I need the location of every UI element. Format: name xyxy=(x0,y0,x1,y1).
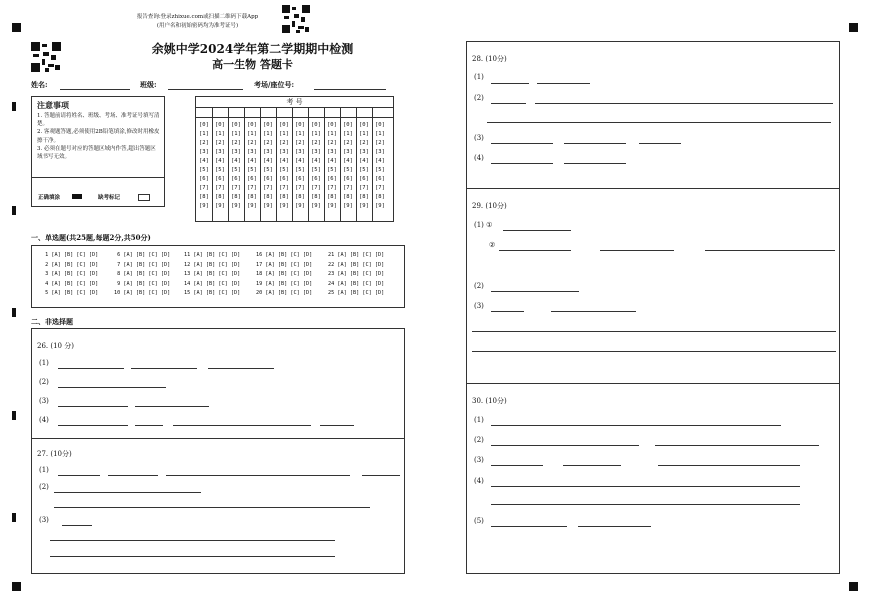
exam-id-digit-bubble[interactable]: [1] xyxy=(247,131,257,137)
choice-column[interactable]: 6 [A] [B] [C] [D] 7 [A] [B] [C] [D] 8 [A] [B] [C] [D] 9 [A] [B] [C] [D] 10 [A] [B] [C] [D] xyxy=(114,252,171,296)
exam-id-digit-bubble[interactable]: [4] xyxy=(295,158,305,164)
q30-title: 30. (10分) xyxy=(472,397,507,405)
answer-line[interactable] xyxy=(472,351,836,352)
exam-id-digit-column[interactable] xyxy=(343,121,353,211)
answer-line[interactable] xyxy=(491,291,579,292)
exam-id-digit-bubble[interactable]: [7] xyxy=(199,185,209,191)
exam-id-digit-bubble[interactable]: [3] xyxy=(359,149,369,155)
exam-id-digit-bubble[interactable]: [6] xyxy=(215,176,225,182)
exam-id-digit-bubble[interactable]: [8] xyxy=(215,194,225,200)
answer-line[interactable] xyxy=(491,163,553,164)
note-item: 1. 答题前请将姓名、班级、考场、准考证号填写清楚。 xyxy=(37,113,160,128)
answer-line[interactable] xyxy=(564,143,626,144)
exam-id-digit-bubble[interactable]: [5] xyxy=(247,167,257,173)
exam-id-digit-bubble[interactable]: [3] xyxy=(247,149,257,155)
q28-box xyxy=(466,41,840,189)
exam-id-digit-bubble[interactable]: [2] xyxy=(359,140,369,146)
q30-part1: (1) xyxy=(474,416,484,424)
answer-line[interactable] xyxy=(705,250,835,251)
exam-id-digit-bubble[interactable]: [5] xyxy=(311,167,321,173)
exam-id-digit-bubble[interactable]: [6] xyxy=(199,176,209,182)
exam-id-column-divider xyxy=(260,107,261,221)
exam-id-write-line xyxy=(196,117,393,118)
note-item: 3. 必须在题号对应的答题区域内作答,超出答题区域书写无效。 xyxy=(37,145,156,161)
q26-part2: (2) xyxy=(39,378,49,386)
answer-line[interactable] xyxy=(491,465,543,466)
exam-id-digit-bubble[interactable]: [9] xyxy=(231,203,241,209)
exam-id-digit-bubble[interactable]: [7] xyxy=(279,185,289,191)
section1-title: 一、单选题(共25题,每题2分,共50分) xyxy=(31,233,151,242)
exam-id-digit-bubble[interactable]: [0] xyxy=(295,122,305,128)
exam-id-digit-column[interactable] xyxy=(359,121,369,211)
choice-column[interactable]: 1 [A] [B] [C] [D] 2 [A] [B] [C] [D] 3 [A] [B] [C] [D] 4 [A] [B] [C] [D] 5 [A] [B] [C] [D] xyxy=(45,252,99,296)
answer-line[interactable] xyxy=(491,143,553,144)
exam-id-header: 考 号 xyxy=(286,98,303,106)
exam-id-digit-bubble[interactable]: [6] xyxy=(311,176,321,182)
exam-id-digit-bubble[interactable]: [9] xyxy=(375,203,385,209)
q26-part1: (1) xyxy=(39,359,49,367)
exam-id-column-divider xyxy=(308,107,309,221)
exam-id-digit-bubble[interactable]: [8] xyxy=(247,194,257,200)
exam-id-digit-bubble[interactable]: [0] xyxy=(327,122,337,128)
exam-id-digit-bubble[interactable]: [7] xyxy=(263,185,273,191)
answer-line[interactable] xyxy=(472,331,836,332)
answer-line[interactable] xyxy=(487,122,831,123)
exam-id-digit-bubble[interactable]: [6] xyxy=(231,176,241,182)
exam-id-digit-bubble[interactable]: [2] xyxy=(295,140,305,146)
exam-id-digit-bubble[interactable]: [3] xyxy=(311,149,321,155)
exam-id-digit-bubble[interactable]: [5] xyxy=(199,167,209,173)
corner-marker xyxy=(849,582,858,591)
exam-id-digit-bubble[interactable]: [2] xyxy=(263,140,273,146)
answer-line[interactable] xyxy=(166,475,350,476)
notes-box xyxy=(31,96,165,207)
q30-part5: (5) xyxy=(474,517,484,525)
exam-id-digit-bubble[interactable]: [1] xyxy=(279,131,289,137)
answer-line[interactable] xyxy=(600,250,674,251)
exam-id-digit-bubble[interactable]: [1] xyxy=(295,131,305,137)
q26-part4: (4) xyxy=(39,416,49,424)
q26-box xyxy=(31,328,405,439)
exam-id-digit-bubble[interactable]: [6] xyxy=(343,176,353,182)
answer-line[interactable] xyxy=(58,368,124,369)
exam-id-digit-column[interactable] xyxy=(295,121,305,211)
exam-id-digit-bubble[interactable]: [3] xyxy=(231,149,241,155)
exam-id-digit-bubble[interactable]: [9] xyxy=(311,203,321,209)
q29-part3: (3) xyxy=(474,302,484,310)
answer-line[interactable] xyxy=(58,425,128,426)
exam-id-digit-bubble[interactable]: [2] xyxy=(327,140,337,146)
exam-id-digit-bubble[interactable]: [2] xyxy=(311,140,321,146)
q27-title: 27. (10分) xyxy=(37,450,72,458)
seat-field[interactable] xyxy=(314,89,386,90)
answer-line[interactable] xyxy=(50,556,335,557)
q26-title: 26. (10 分) xyxy=(37,342,74,350)
exam-id-digit-bubble[interactable]: [4] xyxy=(215,158,225,164)
q28-part3: (3) xyxy=(474,134,484,142)
exam-id-digit-bubble[interactable]: [9] xyxy=(247,203,257,209)
answer-line[interactable] xyxy=(320,425,354,426)
exam-id-digit-bubble[interactable]: [3] xyxy=(215,149,225,155)
answer-line[interactable] xyxy=(499,250,571,251)
exam-id-digit-bubble[interactable]: [6] xyxy=(327,176,337,182)
exam-id-digit-column[interactable] xyxy=(375,121,385,211)
exam-id-digit-bubble[interactable]: [2] xyxy=(215,140,225,146)
exam-id-digit-bubble[interactable]: [8] xyxy=(199,194,209,200)
exam-id-digit-bubble[interactable]: [8] xyxy=(263,194,273,200)
exam-id-digit-bubble[interactable]: [3] xyxy=(295,149,305,155)
answer-line[interactable] xyxy=(58,406,128,407)
answer-line[interactable] xyxy=(658,465,800,466)
exam-id-digit-bubble[interactable]: [8] xyxy=(231,194,241,200)
exam-id-digit-bubble[interactable]: [4] xyxy=(263,158,273,164)
exam-id-column-divider xyxy=(292,107,293,221)
exam-id-digit-bubble[interactable]: [5] xyxy=(327,167,337,173)
answer-line[interactable] xyxy=(62,525,92,526)
corner-marker xyxy=(12,23,21,32)
exam-id-header-line xyxy=(196,107,393,108)
exam-subtitle: 高一生物 答题卡 xyxy=(212,58,293,71)
note-item: 2. 客观题答题,必须使用2B铅笔填涂,修改时用橡皮擦干净。 xyxy=(37,129,160,144)
exam-id-digit-column[interactable] xyxy=(311,121,321,211)
exam-id-digit-bubble[interactable]: [8] xyxy=(343,194,353,200)
q26-part3: (3) xyxy=(39,397,49,405)
exam-id-digit-bubble[interactable]: [7] xyxy=(215,185,225,191)
exam-id-digit-bubble[interactable]: [6] xyxy=(359,176,369,182)
student-qr-code xyxy=(31,42,61,72)
exam-id-digit-bubble[interactable]: [5] xyxy=(343,167,353,173)
exam-id-digit-column[interactable] xyxy=(247,121,257,211)
exam-id-digit-bubble[interactable]: [0] xyxy=(311,122,321,128)
exam-id-digit-bubble[interactable]: [6] xyxy=(263,176,273,182)
q28-part2: (2) xyxy=(474,94,484,102)
exam-id-digit-bubble[interactable]: [8] xyxy=(327,194,337,200)
exam-id-column-divider xyxy=(372,107,373,221)
q27-part2: (2) xyxy=(39,483,49,491)
exam-id-digit-bubble[interactable]: [0] xyxy=(215,122,225,128)
q30-part4: (4) xyxy=(474,477,484,485)
exam-id-digit-bubble[interactable]: [2] xyxy=(279,140,289,146)
exam-id-digit-bubble[interactable]: [9] xyxy=(295,203,305,209)
exam-id-digit-bubble[interactable]: [3] xyxy=(343,149,353,155)
q28-part1: (1) xyxy=(474,73,484,81)
answer-line[interactable] xyxy=(491,83,529,84)
q29-part1: (1) ① xyxy=(474,221,493,229)
exam-id-digit-bubble[interactable]: [0] xyxy=(343,122,353,128)
notice-line: (用户名和初始密码均为准考证号) xyxy=(156,23,239,29)
exam-id-digit-bubble[interactable]: [8] xyxy=(359,194,369,200)
exam-id-digit-bubble[interactable]: [1] xyxy=(327,131,337,137)
exam-id-digit-bubble[interactable]: [5] xyxy=(279,167,289,173)
exam-id-digit-bubble[interactable]: [5] xyxy=(215,167,225,173)
exam-id-digit-bubble[interactable]: [0] xyxy=(359,122,369,128)
side-marker xyxy=(12,513,16,522)
exam-id-digit-bubble[interactable]: [1] xyxy=(375,131,385,137)
exam-id-digit-bubble[interactable]: [4] xyxy=(375,158,385,164)
q29-box xyxy=(466,188,840,384)
exam-id-digit-bubble[interactable]: [9] xyxy=(343,203,353,209)
exam-id-digit-column[interactable] xyxy=(279,121,289,211)
answer-line[interactable] xyxy=(491,504,800,505)
exam-id-column-divider xyxy=(244,107,245,221)
exam-id-digit-bubble[interactable]: [6] xyxy=(279,176,289,182)
exam-id-column-divider xyxy=(340,107,341,221)
exam-id-digit-column[interactable] xyxy=(215,121,225,211)
answer-line[interactable] xyxy=(491,425,781,426)
exam-id-digit-bubble[interactable]: [0] xyxy=(375,122,385,128)
seat-label: 考场/座位号: xyxy=(254,80,295,89)
exam-id-column-divider xyxy=(324,107,325,221)
answer-line[interactable] xyxy=(564,163,626,164)
answer-line[interactable] xyxy=(491,103,526,104)
exam-id-column-divider xyxy=(276,107,277,221)
exam-id-digit-bubble[interactable]: [2] xyxy=(247,140,257,146)
exam-id-digit-bubble[interactable]: [4] xyxy=(359,158,369,164)
exam-id-digit-bubble[interactable]: [9] xyxy=(263,203,273,209)
answer-line[interactable] xyxy=(578,526,651,527)
exam-id-digit-bubble[interactable]: [4] xyxy=(247,158,257,164)
choice-column[interactable]: 21 [A] [B] [C] [D] 22 [A] [B] [C] [D] 23 [A] [B] [C] [D] 24 [A] [B] [C] [D] 25 [A] [B] [C] [D] xyxy=(328,252,385,296)
exam-id-digit-bubble[interactable]: [7] xyxy=(231,185,241,191)
answer-line[interactable] xyxy=(655,445,819,446)
answer-line[interactable] xyxy=(563,465,621,466)
exam-id-digit-bubble[interactable]: [5] xyxy=(231,167,241,173)
exam-id-digit-bubble[interactable]: [4] xyxy=(327,158,337,164)
choice-column[interactable]: 11 [A] [B] [C] [D] 12 [A] [B] [C] [D] 13 [A] [B] [C] [D] 14 [A] [B] [C] [D] 15 [A] [B] [C] [D] xyxy=(184,252,241,296)
single-choice-grid xyxy=(31,245,405,308)
exam-id-digit-bubble[interactable]: [8] xyxy=(279,194,289,200)
answer-line[interactable] xyxy=(491,486,800,487)
exam-id-digit-column[interactable] xyxy=(327,121,337,211)
exam-id-digit-column[interactable] xyxy=(199,121,209,211)
answer-line[interactable] xyxy=(537,83,590,84)
exam-id-digit-bubble[interactable]: [1] xyxy=(199,131,209,137)
exam-id-digit-bubble[interactable]: [3] xyxy=(279,149,289,155)
exam-id-digit-bubble[interactable]: [9] xyxy=(279,203,289,209)
q29-part1b: ② xyxy=(489,241,496,249)
exam-id-digit-bubble[interactable]: [4] xyxy=(311,158,321,164)
exam-id-digit-bubble[interactable]: [3] xyxy=(327,149,337,155)
exam-id-digit-bubble[interactable]: [3] xyxy=(263,149,273,155)
notice-line: 报告查询:登录zhixue.com或扫描二维码下载App xyxy=(136,14,259,20)
exam-id-digit-bubble[interactable]: [9] xyxy=(327,203,337,209)
exam-id-digit-bubble[interactable]: [7] xyxy=(343,185,353,191)
exam-id-digit-column[interactable] xyxy=(231,121,241,211)
q28-title: 28. (10分) xyxy=(472,55,507,63)
exam-id-digit-bubble[interactable]: [5] xyxy=(359,167,369,173)
exam-id-column-divider xyxy=(228,107,229,221)
side-marker xyxy=(12,308,16,317)
exam-id-digit-bubble[interactable]: [0] xyxy=(247,122,257,128)
exam-id-digit-bubble[interactable]: [1] xyxy=(231,131,241,137)
q28-part4: (4) xyxy=(474,154,484,162)
report-notice xyxy=(115,13,280,31)
section2-title: 二、非选择题 xyxy=(31,317,73,326)
side-marker xyxy=(12,411,16,420)
q29-title: 29. (10分) xyxy=(472,202,507,210)
exam-title: 余姚中学2024学年第二学期期中检测 xyxy=(151,42,354,56)
q29-part2: (2) xyxy=(474,282,484,290)
exam-id-digit-bubble[interactable]: [2] xyxy=(199,140,209,146)
answer-line[interactable] xyxy=(491,526,567,527)
answer-line[interactable] xyxy=(54,492,201,493)
exam-id-digit-bubble[interactable]: [9] xyxy=(199,203,209,209)
exam-id-digit-bubble[interactable]: [8] xyxy=(375,194,385,200)
answer-line[interactable] xyxy=(208,368,274,369)
corner-marker xyxy=(849,23,858,32)
absent-mark-label: 缺考标记 xyxy=(98,195,121,201)
exam-id-digit-bubble[interactable]: [1] xyxy=(215,131,225,137)
exam-id-digit-bubble[interactable]: [7] xyxy=(295,185,305,191)
class-label: 班级: xyxy=(140,80,157,89)
exam-id-column-divider xyxy=(212,107,213,221)
answer-line[interactable] xyxy=(535,103,833,104)
answer-line[interactable] xyxy=(135,425,163,426)
choice-column[interactable]: 16 [A] [B] [C] [D] 17 [A] [B] [C] [D] 18 [A] [B] [C] [D] 19 [A] [B] [C] [D] 20 [A] [B] [C] [D] xyxy=(256,252,313,296)
exam-id-digit-bubble[interactable]: [4] xyxy=(279,158,289,164)
notes-divider xyxy=(32,177,164,178)
exam-id-digit-bubble[interactable]: [1] xyxy=(263,131,273,137)
exam-id-digit-bubble[interactable]: [6] xyxy=(247,176,257,182)
notes-title: 注意事项 xyxy=(37,100,69,110)
q27-part1: (1) xyxy=(39,466,49,474)
answer-line[interactable] xyxy=(639,143,681,144)
name-field[interactable] xyxy=(60,89,130,90)
exam-id-digit-bubble[interactable]: [2] xyxy=(375,140,385,146)
exam-id-column-divider xyxy=(356,107,357,221)
answer-line[interactable] xyxy=(503,230,571,231)
absent-mark-checkbox[interactable] xyxy=(138,194,150,201)
exam-id-digit-column[interactable] xyxy=(263,121,273,211)
answer-line[interactable] xyxy=(50,540,335,541)
exam-id-digit-bubble[interactable]: [7] xyxy=(247,185,257,191)
exam-id-digit-bubble[interactable]: [8] xyxy=(311,194,321,200)
exam-id-digit-bubble[interactable]: [5] xyxy=(375,167,385,173)
exam-id-digit-bubble[interactable]: [1] xyxy=(343,131,353,137)
exam-id-digit-bubble[interactable]: [2] xyxy=(231,140,241,146)
exam-id-digit-bubble[interactable]: [6] xyxy=(295,176,305,182)
q27-part3: (3) xyxy=(39,516,49,524)
answer-line[interactable] xyxy=(108,475,158,476)
corner-marker xyxy=(12,582,21,591)
exam-id-digit-bubble[interactable]: [9] xyxy=(359,203,369,209)
app-qr-code xyxy=(282,5,310,33)
exam-id-digit-bubble[interactable]: [4] xyxy=(199,158,209,164)
exam-id-digit-bubble[interactable]: [0] xyxy=(263,122,273,128)
answer-line[interactable] xyxy=(491,445,639,446)
side-marker xyxy=(12,102,16,111)
exam-id-digit-bubble[interactable]: [3] xyxy=(375,149,385,155)
side-marker xyxy=(12,206,16,215)
exam-id-digit-bubble[interactable]: [1] xyxy=(359,131,369,137)
answer-line[interactable] xyxy=(54,507,370,508)
exam-id-digit-bubble[interactable]: [1] xyxy=(311,131,321,137)
answer-line[interactable] xyxy=(362,475,400,476)
exam-id-digit-bubble[interactable]: [4] xyxy=(231,158,241,164)
exam-id-digit-bubble[interactable]: [5] xyxy=(295,167,305,173)
q27-box xyxy=(31,438,405,574)
q30-part3: (3) xyxy=(474,456,484,464)
exam-id-digit-bubble[interactable]: [4] xyxy=(343,158,353,164)
exam-id-digit-bubble[interactable]: [8] xyxy=(295,194,305,200)
exam-id-digit-bubble[interactable]: [0] xyxy=(199,122,209,128)
answer-line[interactable] xyxy=(173,425,311,426)
correct-fill-sample xyxy=(72,194,82,199)
answer-line[interactable] xyxy=(58,387,166,388)
name-label: 姓名: xyxy=(31,80,48,89)
exam-id-digit-bubble[interactable]: [7] xyxy=(311,185,321,191)
answer-line[interactable] xyxy=(551,311,636,312)
exam-id-digit-bubble[interactable]: [7] xyxy=(375,185,385,191)
exam-id-digit-bubble[interactable]: [5] xyxy=(263,167,273,173)
q30-box xyxy=(466,383,840,574)
exam-id-digit-bubble[interactable]: [0] xyxy=(231,122,241,128)
exam-id-digit-bubble[interactable]: [9] xyxy=(215,203,225,209)
exam-id-digit-bubble[interactable]: [3] xyxy=(199,149,209,155)
notes-items xyxy=(37,112,161,161)
answer-line[interactable] xyxy=(135,406,209,407)
answer-line[interactable] xyxy=(131,368,197,369)
exam-id-digit-bubble[interactable]: [7] xyxy=(327,185,337,191)
correct-fill-label: 正确填涂 xyxy=(38,195,61,201)
class-field[interactable] xyxy=(168,89,243,90)
q30-part2: (2) xyxy=(474,436,484,444)
exam-id-grid xyxy=(195,96,394,222)
exam-id-digit-bubble[interactable]: [2] xyxy=(343,140,353,146)
answer-line[interactable] xyxy=(58,475,100,476)
exam-id-digit-bubble[interactable]: [7] xyxy=(359,185,369,191)
exam-id-digit-bubble[interactable]: [0] xyxy=(279,122,289,128)
answer-line[interactable] xyxy=(491,311,524,312)
exam-id-digit-bubble[interactable]: [6] xyxy=(375,176,385,182)
